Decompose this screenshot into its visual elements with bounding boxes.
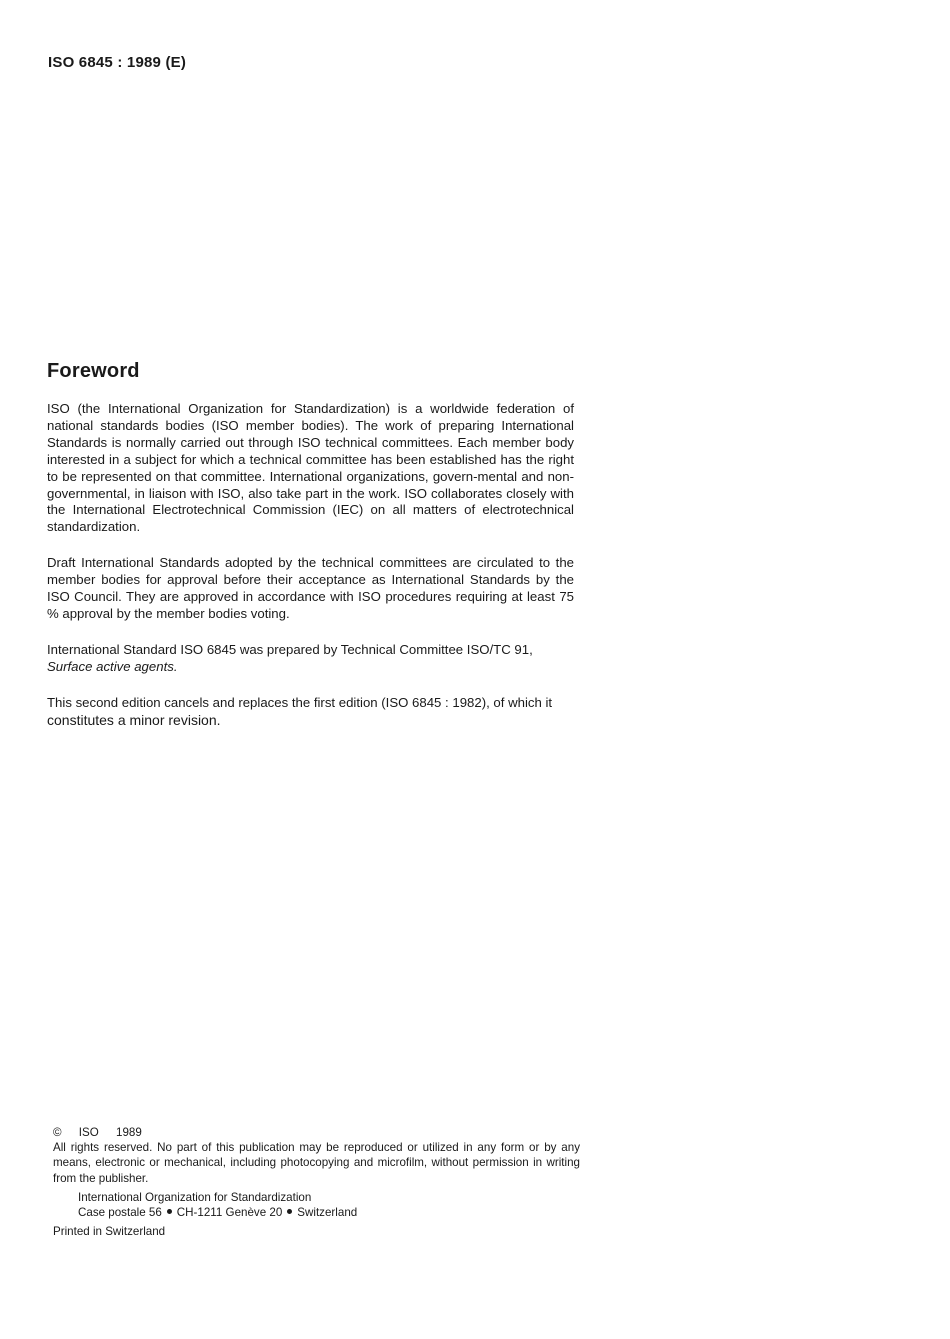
copyright-symbol: © <box>53 1126 62 1139</box>
bullet-dot-icon <box>287 1209 292 1214</box>
edition-text-line1: This second edition cancels and replaces the first edition (ISO 6845 : 1982), of which it <box>47 694 553 710</box>
foreword-section <box>47 360 574 749</box>
copyright-block <box>53 1125 580 1239</box>
rights-statement: All rights reserved. No part of this publication may be reproduced or utilized in any form or by any means, electronic or mechanical, including photocopying and microfilm, without permission in writing from the publisher. <box>53 1141 580 1185</box>
copyright-line <box>53 1125 580 1140</box>
printed-in: Printed in Switzerland <box>53 1224 166 1238</box>
address-part-1: Case postale 56 <box>78 1205 162 1219</box>
foreword-paragraph-3 <box>47 642 574 676</box>
foreword-title: Foreword <box>47 360 140 382</box>
committee-name: Surface active agents. <box>47 658 178 674</box>
bullet-dot-icon <box>167 1209 172 1214</box>
prepared-by-text: International Standard ISO 6845 was prepared by Technical Committee ISO/TC 91, <box>47 641 533 657</box>
organization-name: International Organization for Standardization <box>78 1190 312 1204</box>
address-part-3: Switzerland <box>297 1205 358 1219</box>
copyright-year: 1989 <box>116 1126 142 1139</box>
document-header: ISO 6845 : 1989 (E) <box>48 54 187 71</box>
edition-text-line2: constitutes a minor revision. <box>47 711 221 728</box>
copyright-org: ISO <box>78 1126 99 1139</box>
foreword-paragraph-2: Draft International Standards adopted by the technical committees are circulated to the member bodies for approval before their acceptance as International Standards by the ISO Council. They are approved in accordance with ISO procedures requiring at least 75 % approval by the member bodies voting. <box>47 555 574 621</box>
address-part-2: CH-1211 Genève 20 <box>176 1205 283 1219</box>
foreword-paragraph-4 <box>47 695 574 730</box>
address-line <box>78 1205 580 1220</box>
foreword-paragraph-1: ISO (the International Organization for Standardization) is a worldwide federation of national standards bodies (ISO member bodies). The work of preparing International Standards is normally carried out through ISO technical committees. Each member body interested in a subject for which a technical committee has been established has the right to be represented on that committee. International organizations, govern-mental and non-governmental, in liaison with ISO, also take part in the work. ISO collaborates closely with the International Electrotechnical Commission (IEC) on all matters of electrotechnical standardization. <box>47 401 574 535</box>
